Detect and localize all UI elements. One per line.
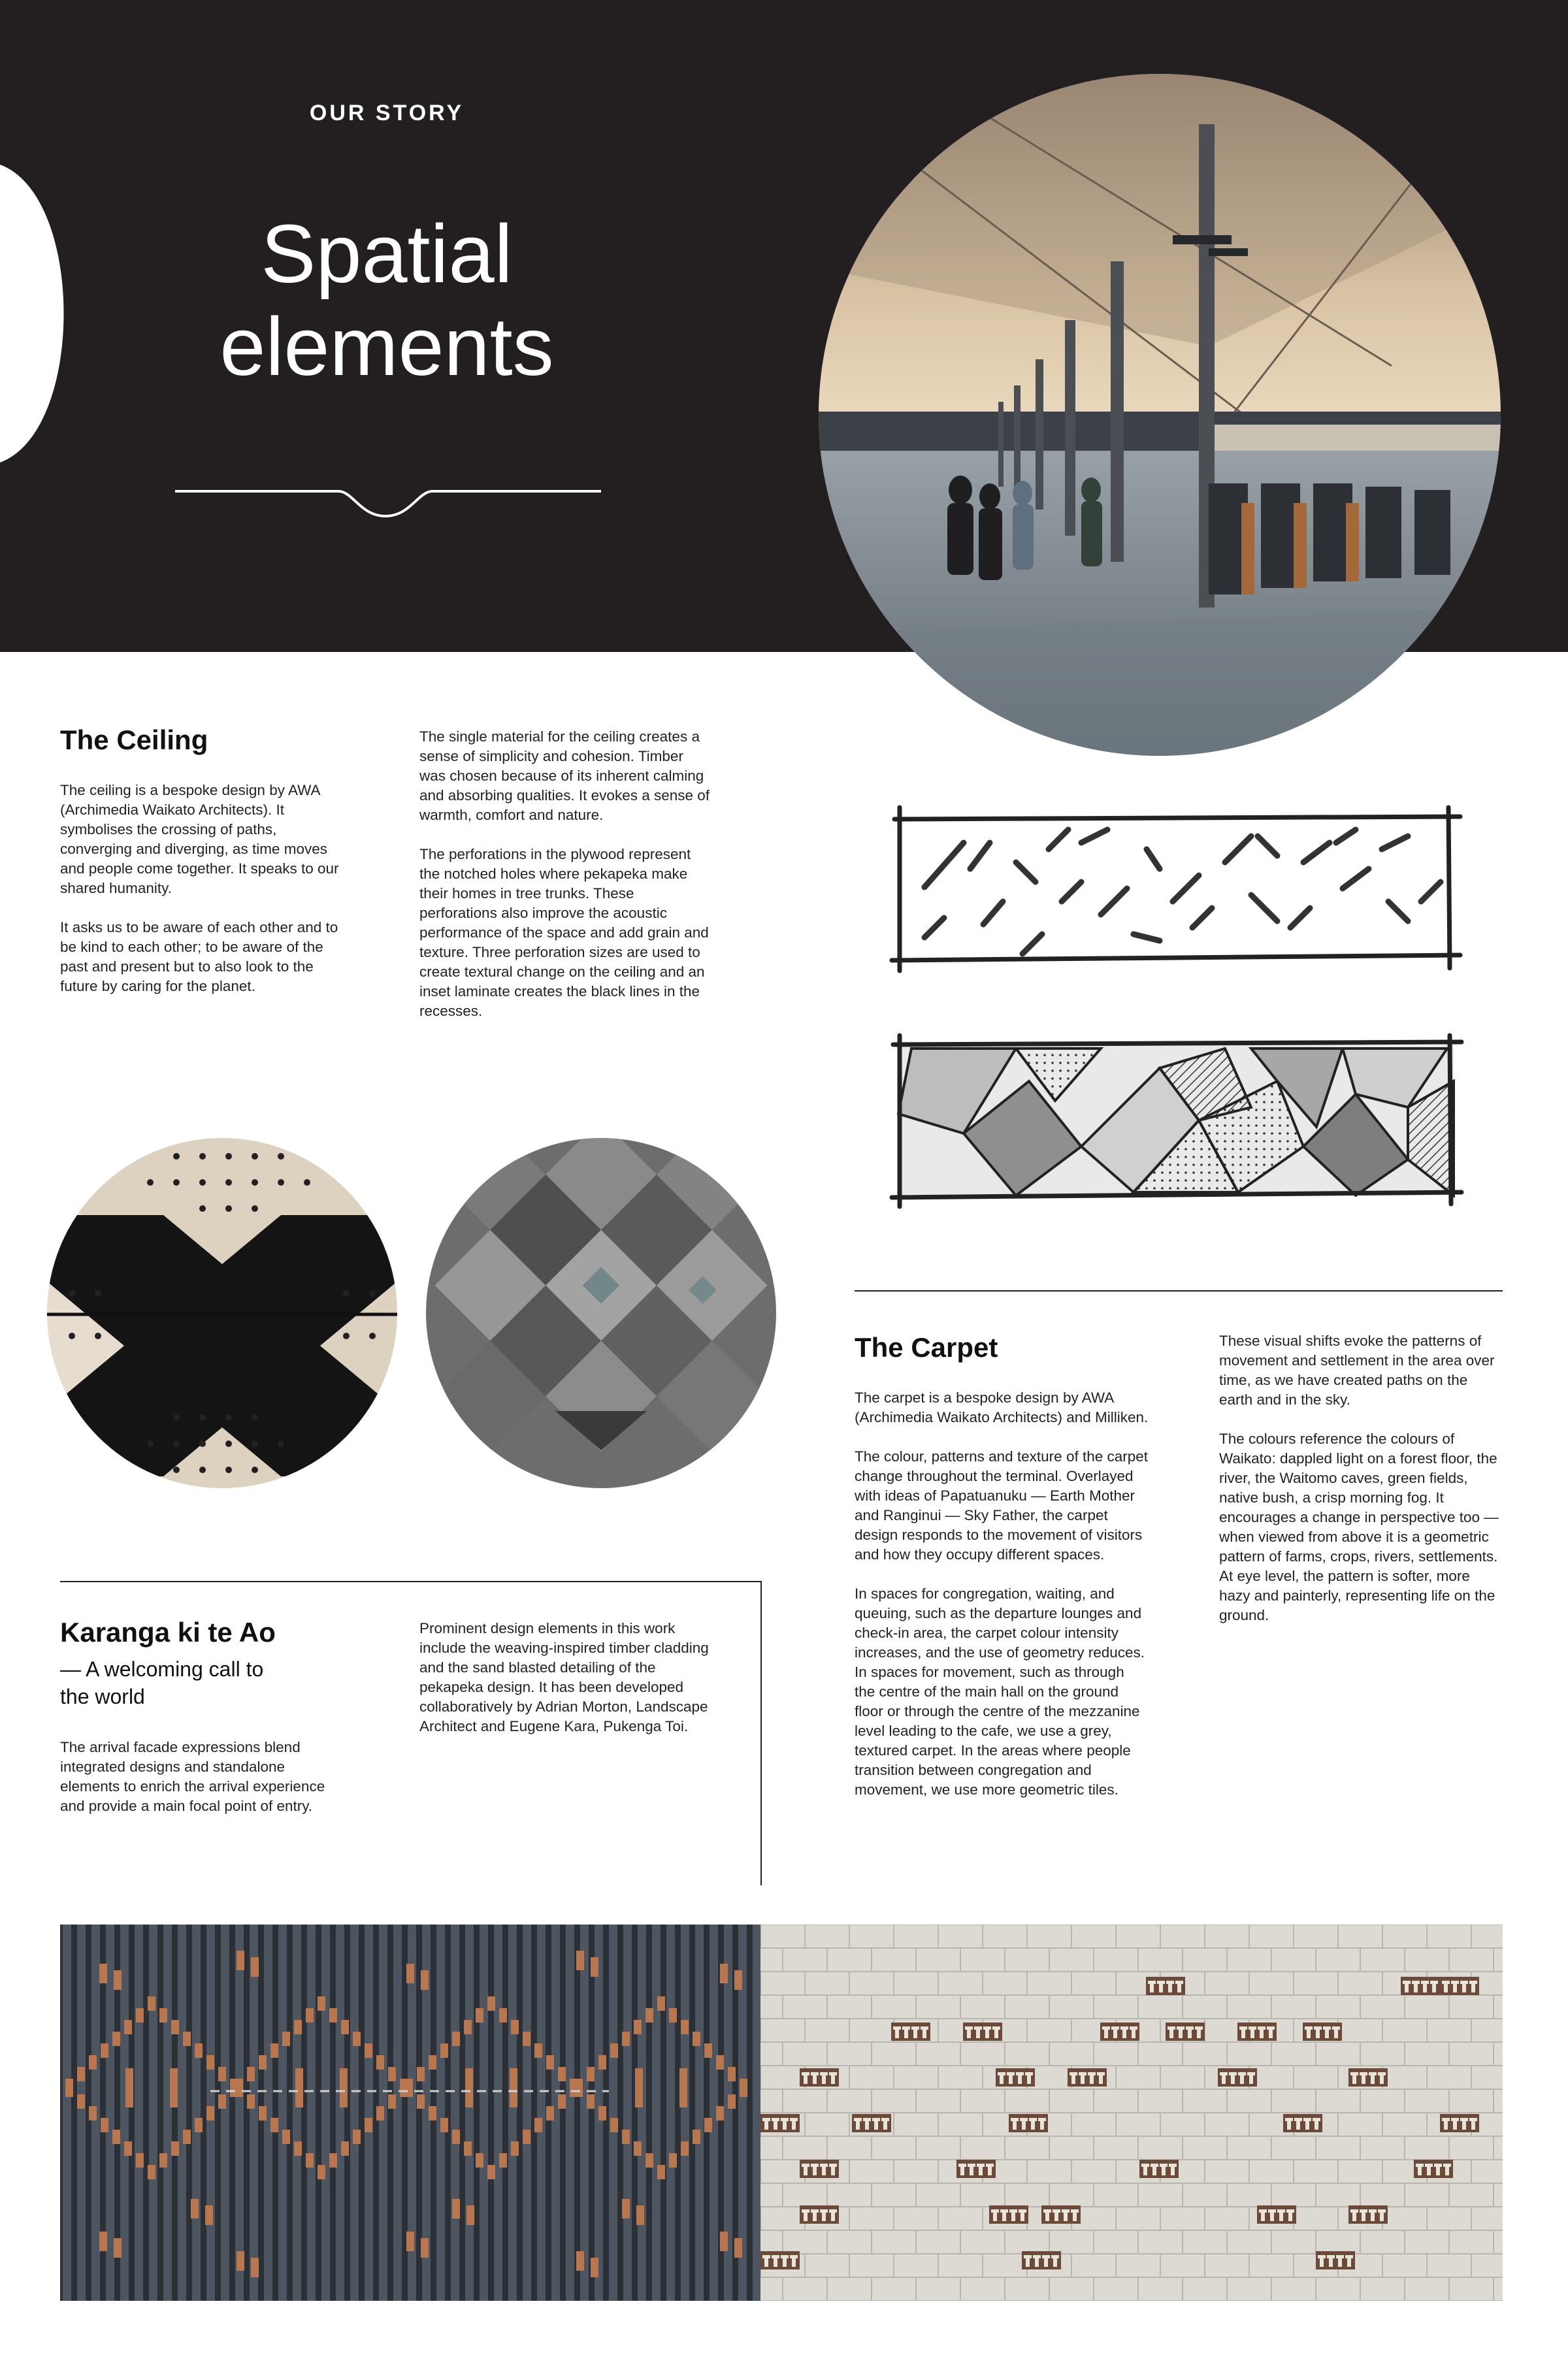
copper-tile: [634, 2020, 642, 2034]
copper-tile: [406, 1964, 414, 1983]
pekapeka-motif: [1166, 2023, 1205, 2041]
copper-tile: [183, 2032, 191, 2046]
cladding-slat: [307, 1925, 316, 2301]
page-title: [157, 208, 617, 393]
cladding-slat: [580, 1925, 589, 2301]
copper-tile: [635, 2068, 643, 2107]
copper-tile: [429, 2106, 436, 2121]
carpet-pattern-sketch: [885, 1029, 1470, 1212]
copper-tile: [728, 2067, 736, 2081]
copper-tile: [218, 2067, 226, 2081]
pekapeka-motif: [1283, 2114, 1322, 2132]
cladding-slat: [77, 1925, 86, 2301]
copper-tile: [681, 2020, 689, 2034]
copper-tile: [546, 2055, 554, 2070]
karanga-column-1: [60, 1738, 341, 1836]
cladding-slat: [63, 1925, 71, 2301]
copper-tile: [295, 2068, 303, 2107]
ceiling-dash-marks: [924, 830, 1441, 954]
copper-tile: [294, 2020, 302, 2034]
copper-tile: [716, 2106, 724, 2121]
copper-tile: [622, 2199, 630, 2219]
pekapeka-motif: [1218, 2068, 1257, 2087]
copper-tile: [148, 1996, 155, 2011]
copper-tile: [206, 2106, 214, 2121]
copper-tile: [510, 2068, 517, 2107]
copper-tile: [417, 2094, 425, 2109]
cladding-slat: [609, 1925, 617, 2301]
copper-tile: [476, 2153, 483, 2168]
karanga-vertical-rule: [760, 1581, 762, 1885]
copper-tile: [591, 1957, 598, 1977]
copper-tile: [247, 2094, 255, 2109]
carpet-column-1: [855, 1388, 1149, 1819]
pekapeka-motif: [1348, 2068, 1388, 2087]
carpet-paragraph: These visual shifts evoke the patterns of movement and settlement in the area over time, as we have created paths on the earth and in the sky.: [1219, 1333, 1495, 1408]
pekapeka-motif: [1068, 2068, 1107, 2087]
copper-tile: [657, 1996, 665, 2011]
copper-tile: [610, 2118, 618, 2132]
copper-tile: [622, 2032, 630, 2046]
pekapeka-motif: [1440, 2114, 1479, 2132]
ceiling-paragraph: The perforations in the plywood represent the notched holes where pekapeka make their homes in tree trunks. These perforations also improve the acoustic performance of the space and add grain and texture. Three perforation sizes are used to create textural change on the ceiling and an inset laminate creates the black lines in the recesses.: [419, 846, 709, 1019]
copper-tile: [417, 2067, 425, 2081]
cladding-slat: [436, 1925, 445, 2301]
copper-tile: [405, 2083, 413, 2097]
pekapeka-motif: [1100, 2023, 1139, 2041]
cladding-slat: [321, 1925, 330, 2301]
copper-tile: [114, 2238, 122, 2258]
copper-tile: [341, 2020, 349, 2034]
copper-tile: [170, 2068, 178, 2107]
carpet-paragraph: The carpet is a bespoke design by AWA (Archimedia Waikato Architects) and Milliken.: [855, 1390, 1149, 1425]
copper-tile: [77, 2094, 85, 2109]
copper-tile: [259, 2055, 267, 2070]
copper-tile: [440, 2043, 448, 2058]
copper-tile: [171, 2020, 179, 2034]
copper-tile: [136, 2153, 144, 2168]
copper-tile: [429, 2055, 436, 2070]
copper-tile: [251, 2258, 259, 2277]
cladding-slat: [135, 1925, 143, 2301]
copper-tile: [534, 2118, 542, 2132]
carpet-sample: [425, 1137, 777, 1489]
karanga-column-2: [419, 1619, 713, 1756]
copper-tile: [669, 2008, 677, 2023]
copper-tile: [499, 2008, 507, 2023]
pekapeka-motif: [996, 2068, 1035, 2087]
ceiling-paragraph: The ceiling is a bespoke design by AWA (Archimedia Waikato Architects). It symbolises the crossing of paths, converging and diverging, as time moves and people come together. It speaks to our shared humanity.: [60, 782, 339, 896]
copper-tile: [388, 2067, 396, 2081]
pekapeka-motif: [1139, 2160, 1179, 2178]
copper-tile: [259, 2106, 267, 2121]
copper-tile: [306, 2153, 314, 2168]
pekapeka-motif: [1401, 1977, 1440, 1995]
copper-tile: [191, 2199, 199, 2219]
cladding-slat: [523, 1925, 531, 2301]
copper-tile: [125, 2068, 133, 2107]
plywood-ceiling-sample: [46, 1137, 399, 1489]
copper-tile: [728, 2094, 736, 2109]
copper-tile: [464, 2141, 472, 2156]
copper-tile: [237, 2251, 244, 2271]
pekapeka-motif: [1440, 1977, 1479, 1995]
copper-tile: [523, 2130, 531, 2144]
copper-tile: [353, 2032, 361, 2046]
copper-tile: [294, 2141, 302, 2156]
copper-tile: [576, 2251, 584, 2271]
copper-tile: [452, 2032, 460, 2046]
copper-tile: [159, 2008, 167, 2023]
copper-tile: [251, 1957, 259, 1977]
copper-tile: [114, 1970, 122, 1990]
copper-tile: [576, 1951, 584, 1970]
copper-tile: [704, 2043, 712, 2058]
copper-tile: [282, 2130, 290, 2144]
timber-cladding-facade: [60, 1925, 760, 2301]
copper-tile: [89, 2055, 97, 2070]
copper-tile: [534, 2043, 542, 2058]
copper-tile: [353, 2130, 361, 2144]
copper-tile: [734, 2238, 742, 2258]
cladding-slat: [278, 1925, 287, 2301]
copper-tile: [634, 2141, 642, 2156]
copper-tile: [341, 2141, 349, 2156]
copper-tile: [270, 2043, 278, 2058]
copper-tile: [487, 1996, 495, 2011]
ceiling-pattern-sketch: [885, 804, 1470, 973]
cladding-slat: [638, 1925, 646, 2301]
copper-tile: [77, 2067, 85, 2081]
karanga-divider: [60, 1581, 762, 1582]
ceiling-paragraph: The single material for the ceiling creates a sense of simplicity and cohesion. Timber was chosen because of its inherent calming and absorbing qualities. It evokes a sense of warmth, comfort and nature.: [419, 728, 710, 823]
copper-tile: [421, 2238, 429, 2258]
copper-tile: [679, 2068, 687, 2107]
cladding-slat: [508, 1925, 517, 2301]
copper-tile: [406, 2232, 414, 2251]
copper-tile: [693, 2130, 700, 2144]
cladding-slat: [149, 1925, 157, 2301]
pekapeka-motif: [891, 2023, 930, 2041]
carpet-column-2: [1219, 1331, 1500, 1645]
copper-tile: [511, 2020, 519, 2034]
cladding-slat: [336, 1925, 344, 2301]
pekapeka-motif: [1009, 2114, 1048, 2132]
pekapeka-motif: [800, 2205, 839, 2224]
copper-tile: [365, 2043, 372, 2058]
pekapeka-motif: [989, 2205, 1028, 2224]
copper-tile: [476, 2008, 483, 2023]
pekapeka-motif: [1237, 2023, 1277, 2041]
copper-tile: [487, 2165, 495, 2179]
cladding-slat: [293, 1925, 301, 2301]
copper-tile: [610, 2043, 618, 2058]
copper-tile: [124, 2020, 132, 2034]
copper-tile: [195, 2043, 203, 2058]
copper-tile: [365, 2118, 372, 2132]
cladding-slat: [666, 1925, 675, 2301]
copper-tile: [511, 2141, 519, 2156]
copper-tile: [306, 2008, 314, 2023]
cladding-slat: [250, 1925, 258, 2301]
copper-tile: [329, 2008, 337, 2023]
cladding-slat: [451, 1925, 459, 2301]
pekapeka-motif: [1257, 2205, 1296, 2224]
copper-tile: [89, 2106, 97, 2121]
copper-tile: [546, 2106, 554, 2121]
copper-tile: [99, 2232, 107, 2251]
terminal-interior-photo: [817, 72, 1503, 758]
copper-tile: [464, 2020, 472, 2034]
copper-tile: [591, 2258, 598, 2277]
copper-tile: [693, 2032, 700, 2046]
cladding-slat: [393, 1925, 402, 2301]
pekapeka-motif: [963, 2023, 1002, 2041]
copper-tile: [452, 2199, 460, 2219]
copper-tile: [575, 2083, 583, 2097]
cladding-slat: [350, 1925, 359, 2301]
copper-tile: [270, 2118, 278, 2132]
copper-tile: [99, 1964, 107, 1983]
cladding-slat: [192, 1925, 201, 2301]
copper-tile: [101, 2043, 108, 2058]
copper-tile: [622, 2130, 630, 2144]
copper-tile: [681, 2141, 689, 2156]
cladding-slat: [465, 1925, 474, 2301]
copper-tile: [523, 2032, 531, 2046]
copper-tile: [376, 2055, 384, 2070]
copper-tile: [171, 2141, 179, 2156]
copper-tile: [388, 2094, 396, 2109]
pekapeka-motif: [1041, 2205, 1081, 2224]
cladding-slat: [537, 1925, 546, 2301]
copper-tile: [657, 2165, 665, 2179]
cladding-slat: [623, 1925, 632, 2301]
carpet-paragraph: The colour, patterns and texture of the carpet change throughout the terminal. Overlayed with ideas of Papatuanuku — Earth Mother and Ranginui — Sky Father, the carpet design responds to the movement of visitors and how they occupy different spaces.: [855, 1448, 1149, 1563]
copper-tile: [466, 2205, 474, 2225]
pekapeka-motif: [1146, 1977, 1185, 1995]
pekapeka-motif: [1316, 2251, 1355, 2269]
ceiling-heading: The Ceiling: [60, 724, 208, 755]
pekapeka-motif: [760, 2114, 800, 2132]
copper-tile: [598, 2055, 606, 2070]
copper-tile: [159, 2153, 167, 2168]
pekapeka-motif: [1303, 2023, 1342, 2041]
copper-tile: [558, 2067, 566, 2081]
copper-tile: [218, 2094, 226, 2109]
copper-tile: [704, 2118, 712, 2132]
copper-tile: [452, 2130, 460, 2144]
copper-tile: [329, 2153, 337, 2168]
copper-tile: [318, 1996, 325, 2011]
ceiling-paragraph: It asks us to be aware of each other and to be kind to each other; to be aware of the past and present but to also look to the future by caring for the planet.: [60, 919, 338, 994]
pekapeka-motif: [800, 2068, 839, 2087]
copper-tile: [205, 2205, 213, 2225]
karanga-paragraph: The arrival facade expressions blend integrated designs and standalone elements to enrich the arrival experience and provide a main focal point of entry.: [60, 1739, 325, 1814]
pekapeka-motif: [1414, 2160, 1453, 2178]
title-line-2: elements: [220, 301, 554, 393]
copper-tile: [235, 2083, 243, 2097]
pekapeka-motif: [852, 2114, 891, 2132]
copper-tile: [465, 2068, 473, 2107]
title-line-1: Spatial: [261, 208, 513, 300]
cladding-slat: [178, 1925, 186, 2301]
copper-tile: [195, 2118, 203, 2132]
copper-tile: [645, 2153, 653, 2168]
karanga-heading: Karanga ki te Ao: [60, 1617, 276, 1648]
pekapeka-motif: [956, 2160, 996, 2178]
carpet-paragraph: In spaces for congregation, waiting, and queuing, such as the departure lounges and check-in area, the carpet colour intensity increases, and the use of geometry reduces. In spaces for movement, such as through the centre of the main hall on the ground floor or through the centre of the mezzanine level leading to the cafe, we use a grey, textured carpet. In the areas where people transition between congregation and movement, we use more geometric tiles.: [855, 1585, 1145, 1798]
cladding-slat: [566, 1925, 574, 2301]
copper-tile: [716, 2055, 724, 2070]
pekapeka-motif: [1022, 2251, 1061, 2269]
copper-tile: [740, 2083, 747, 2097]
carpet-heading: The Carpet: [855, 1332, 998, 1363]
copper-tile: [558, 2094, 566, 2109]
copper-tile: [499, 2153, 507, 2168]
copper-tile: [112, 2130, 120, 2144]
carpet-divider: [855, 1290, 1503, 1292]
copper-tile: [720, 1964, 728, 1983]
copper-tile: [148, 2165, 155, 2179]
copper-tile: [340, 2068, 348, 2107]
karanga-paragraph: Prominent design elements in this work include the weaving-inspired timber cladding and the sand blasted detailing of the pekapeka design. It has been developed collaboratively by Adrian Morton, Landscape Architect and Eugene Kara, Pukenga Toi.: [419, 1620, 709, 1734]
cladding-slat: [365, 1925, 373, 2301]
cladding-slat: [753, 1925, 760, 2301]
copper-tile: [136, 2008, 144, 2023]
copper-tile: [282, 2032, 290, 2046]
ceiling-column-2: [419, 727, 713, 1041]
cladding-slat: [681, 1925, 689, 2301]
karanga-subheading: — A welcoming call to the world: [60, 1657, 264, 1708]
cladding-slat: [695, 1925, 704, 2301]
copper-tile: [587, 2094, 595, 2109]
copper-tile: [318, 2165, 325, 2179]
cladding-slat: [221, 1925, 229, 2301]
copper-tile: [636, 2205, 644, 2225]
half-circle-decoration: [0, 165, 64, 463]
cladding-slat: [480, 1925, 488, 2301]
pekapeka-motif: [1348, 2205, 1388, 2224]
cladding-slat: [494, 1925, 502, 2301]
copper-tile: [440, 2118, 448, 2132]
ceiling-column-1: [60, 781, 341, 1016]
copper-tile: [720, 2232, 728, 2251]
cladding-slat: [652, 1925, 661, 2301]
copper-tile: [124, 2141, 132, 2156]
copper-tile: [101, 2118, 108, 2132]
header-divider-line: [175, 491, 601, 516]
copper-tile: [587, 2067, 595, 2081]
carpet-paragraph: The colours reference the colours of Waikato: dappled light on a forest floor, the river, the Waitomo caves, green fields, native bush, a crisp morning fog. It encourages a change in perspective too — when viewed from above it is a geometric pattern of farms, crops, rivers, settlements. At eye level, the pattern is softer, more hazy and painterly, representing life on the ground.: [1219, 1431, 1499, 1623]
copper-tile: [376, 2106, 384, 2121]
section-eyebrow: OUR STORY: [309, 101, 465, 125]
copper-tile: [669, 2153, 677, 2168]
copper-tile: [645, 2008, 653, 2023]
copper-tile: [237, 1951, 244, 1970]
copper-tile: [247, 2067, 255, 2081]
cladding-slat: [163, 1925, 172, 2301]
copper-tile: [112, 2032, 120, 2046]
copper-tile: [65, 2083, 73, 2097]
copper-tile: [183, 2130, 191, 2144]
copper-tile: [598, 2106, 606, 2121]
copper-tile: [734, 1970, 742, 1990]
cladding-slat: [235, 1925, 244, 2301]
copper-tile: [206, 2055, 214, 2070]
pekapeka-block-wall: [760, 1925, 1503, 2301]
copper-tile: [421, 1970, 429, 1990]
pekapeka-motif: [760, 2251, 800, 2269]
pekapeka-motif: [800, 2160, 839, 2178]
